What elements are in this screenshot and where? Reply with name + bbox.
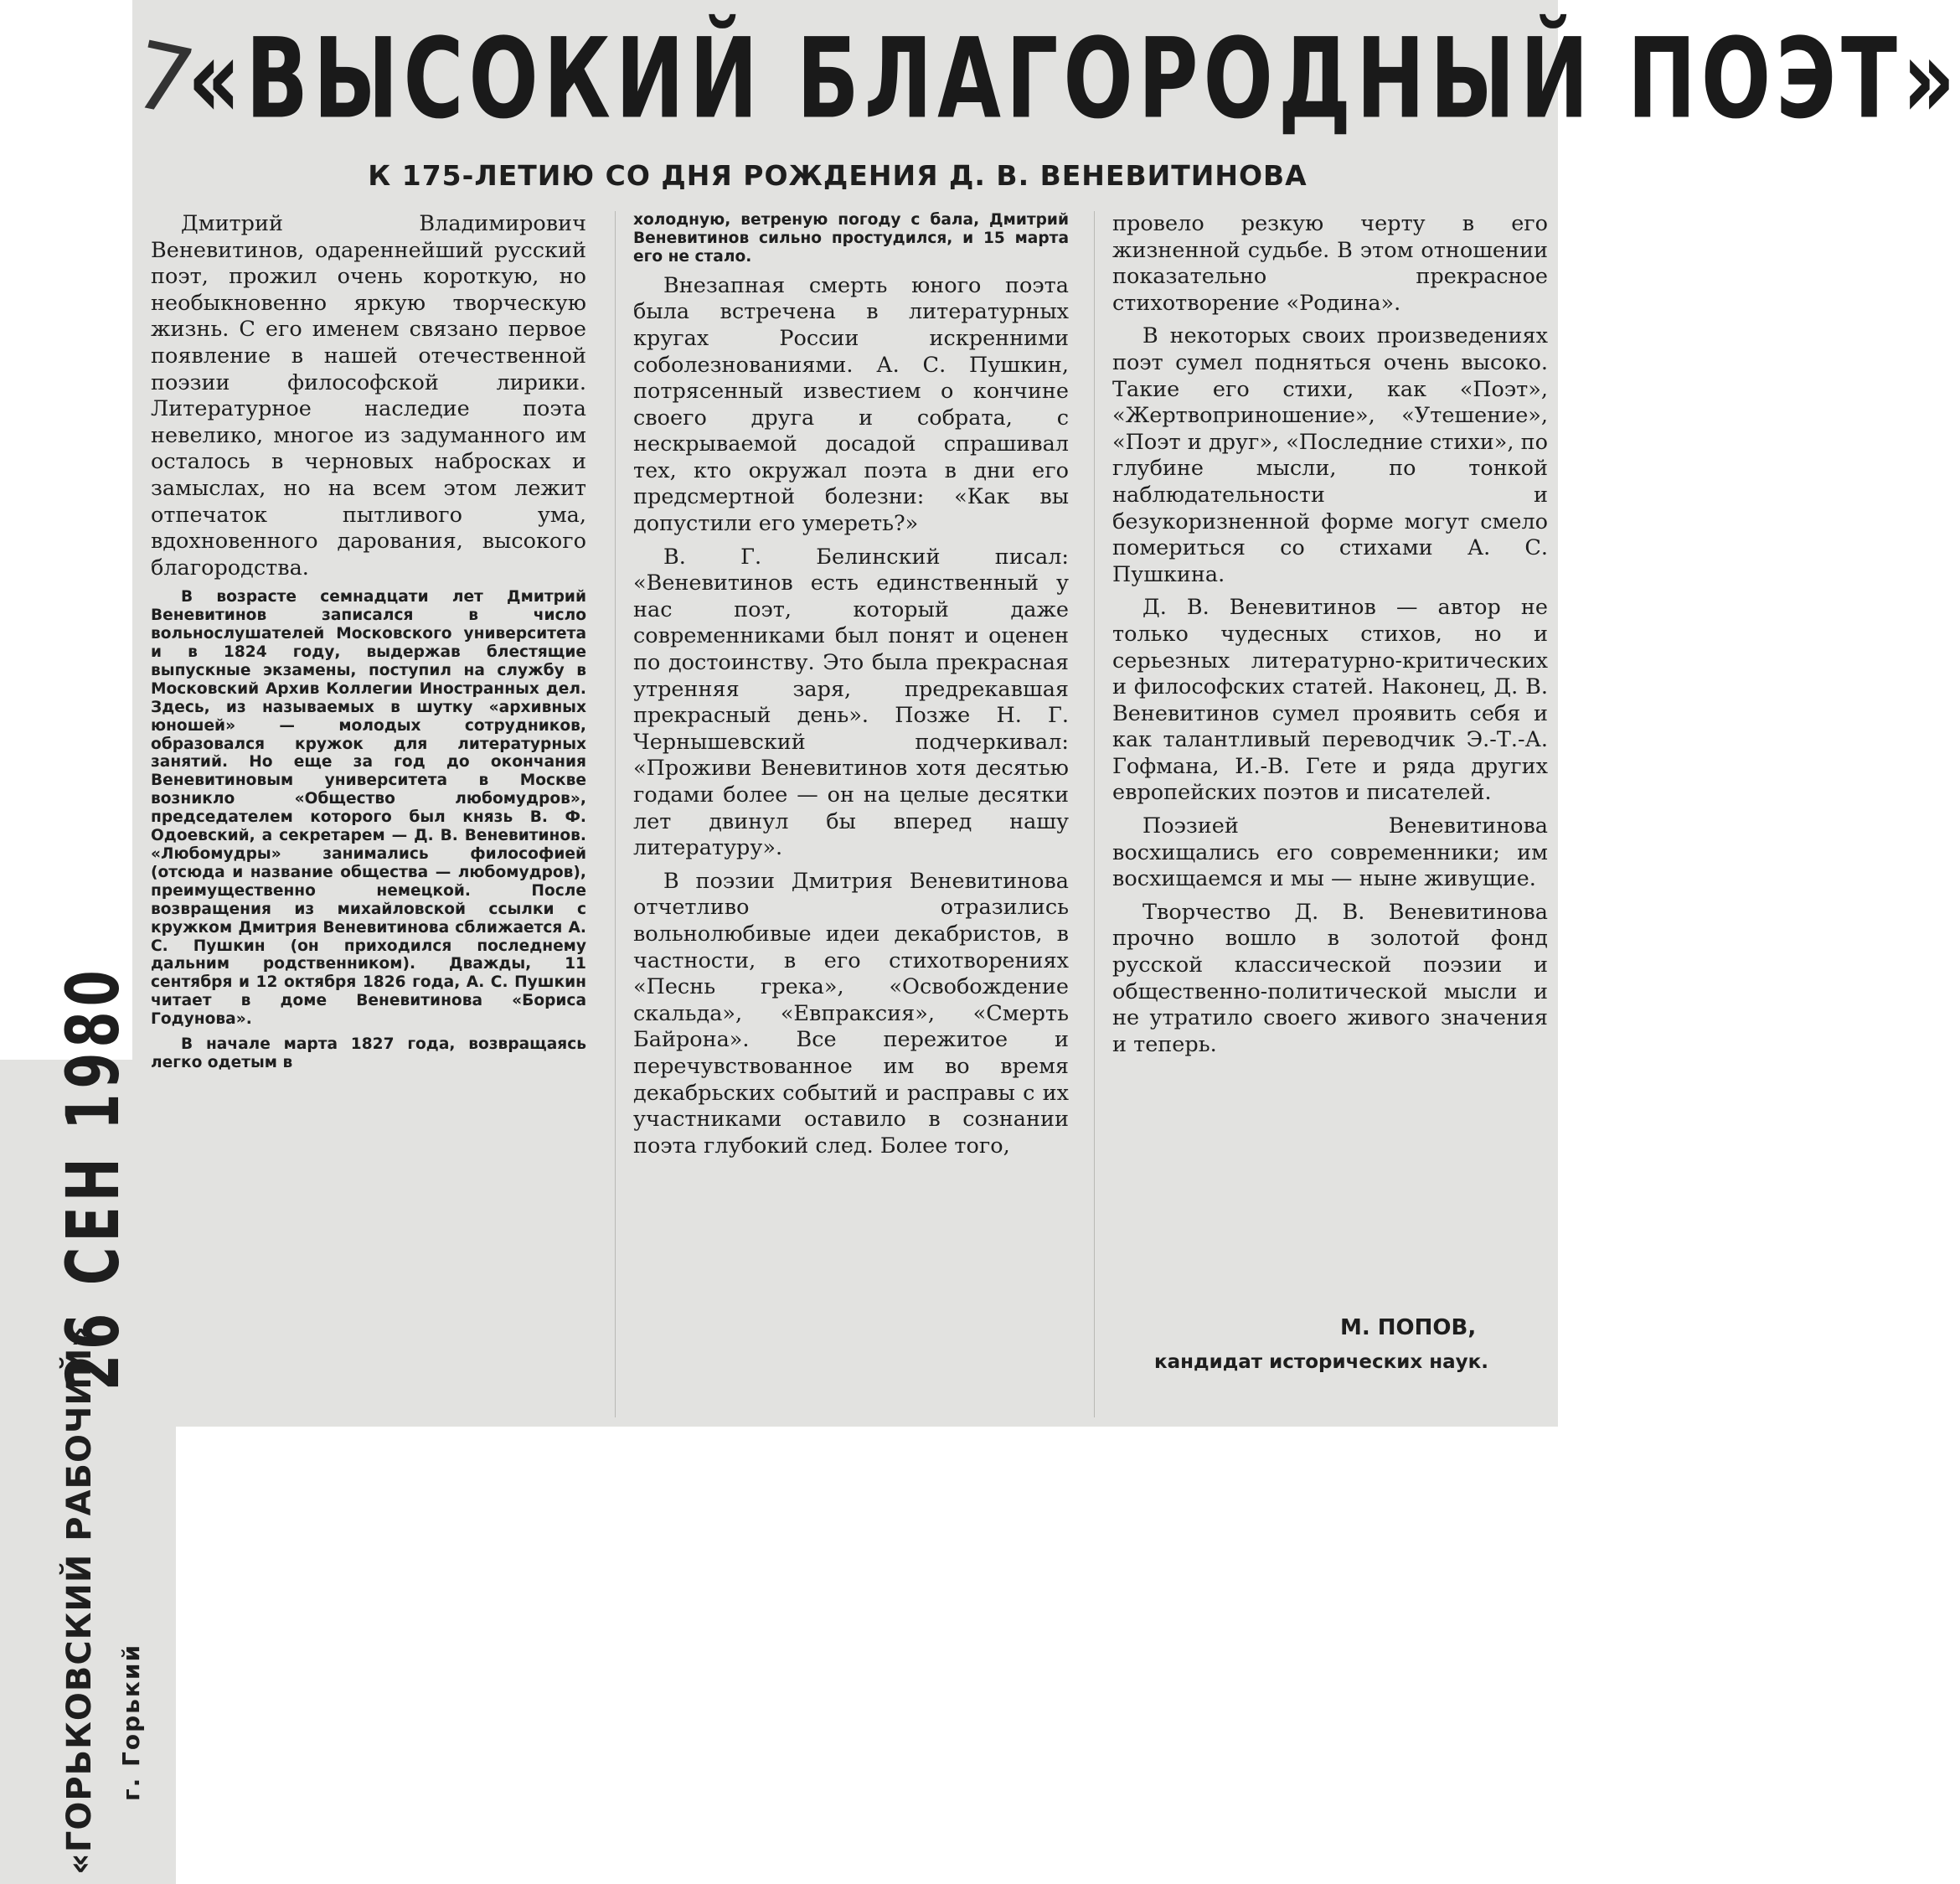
handwritten-number-mark: 7 bbox=[123, 20, 204, 138]
article-column-2 bbox=[633, 211, 1069, 1166]
column-divider bbox=[1094, 211, 1095, 1417]
paragraph: В некоторых своих произведениях поэт сумел подняться очень высоко. Такие его стихи, как «Поэт», «Жертвоприношение», «Утешение», «Поэт и друг», «Последние стихи», по глубине мысли, по тонкой наблюдательности и безукоризненной форме могут смело помериться со стихами А. С. Пушкина. bbox=[1112, 323, 1548, 587]
article-headline: «ВЫСОКИЙ БЛАГОРОДНЫЙ ПОЭТ» bbox=[188, 15, 1960, 144]
paragraph: В начале марта 1827 года, возвращаясь легко одетым в bbox=[151, 1035, 586, 1071]
author-signature: М. ПОПОВ, bbox=[1340, 1315, 1477, 1340]
date-stamp: 26 СЕН 1980 bbox=[50, 965, 137, 1391]
paragraph: провело резкую черту в его жизненной судьбе. В этом отношении показательно прекрасное стихотворение «Родина». bbox=[1112, 211, 1548, 316]
paragraph: В возрасте семнадцати лет Дмитрий Веневитинов записался в число вольнослушателей Московского университета и в 1824 году, выдержав блестящие выпускные экзамены, поступил на службу в Московский Архив Коллегии Иностранных дел. Здесь, из называемых в шутку «архивных юношей» — молодых сотрудников, образовался кружок для литературных занятий. Но еще за год до окончания Веневитиновым университета в Москве возникло «Общество любомудров», председателем которого был князь В. Ф. Одоевский, а секретарем — Д. В. Веневитинов. «Любомудры» занимались философией (отсюда и название общества — любомудров), преимущественно немецкой. После возвращения из михайловской ссылки с кружком Дмитрия Веневитинова сближается А. С. Пушкин (он приходился последнему дальним родственником). Дважды, 11 сентября и 12 октября 1826 года, А. С. Пушкин читает в доме Веневитинова «Бориса Годунова». bbox=[151, 588, 586, 1029]
paragraph: Поэзией Веневитинова восхищались его современники; им восхищаемся и мы — ныне живущие. bbox=[1112, 813, 1548, 892]
paragraph: Творчество Д. В. Веневитинова прочно вошло в золотой фонд русской классической поэзии и общественно-политической мысли и не утратило своего живого значения и теперь. bbox=[1112, 899, 1548, 1057]
paragraph: В поэзии Дмитрия Веневитинова отчетливо отразились вольнолюбивые идеи декабристов, в частности, в его стихотворениях «Песнь грека», «Освобождение скальда», «Евпраксия», «Смерть Байрона». Все пережитое и перечувствованное им во время декабрьских событий и расправы с их участниками оставило в сознании поэта глубокий след. Более того, bbox=[633, 868, 1069, 1159]
article-subheadline: К 175-ЛЕТИЮ СО ДНЯ РОЖДЕНИЯ Д. В. ВЕНЕВИТИНОВА bbox=[368, 159, 1308, 192]
paragraph: холодную, ветреную погоду с бала, Дмитрий Веневитинов сильно простудился, и 15 марта его не стало. bbox=[633, 211, 1069, 266]
paragraph: Дмитрий Владимирович Веневитинов, одареннейший русский поэт, прожил очень короткую, но необыкновенно яркую творческую жизнь. С его именем связано первое появление в нашей отечественной поэзии философской лирики. Литературное наследие поэта невелико, многое из задуманного им осталось в черновых набросках и замыслах, но на всем этом лежит отпечаток пытливого ума, вдохновенного дарования, высокого благородства. bbox=[151, 211, 586, 581]
column-divider bbox=[615, 211, 616, 1417]
newspaper-name: «ГОРЬКОВСКИЙ РАБОЧИЙ» bbox=[60, 1324, 99, 1875]
paragraph: Д. В. Веневитинов — автор не только чудесных стихов, но и серьезных литературно-критических и философских статей. Наконец, Д. В. Веневитинов сумел проявить себя и как талантливый переводчик Э.-Т.-А. Гофмана, И.-В. Гете и ряда других европейских поэтов и писателей. bbox=[1112, 595, 1548, 806]
author-credentials: кандидат исторических наук. bbox=[1154, 1351, 1488, 1373]
article-column-3 bbox=[1112, 211, 1548, 1065]
paragraph: Внезапная смерть юного поэта была встречена в литературных кругах России искренними соболезнованиями. А. С. Пушкин, потрясенный известием о кончине своего друга и собрата, с нескрываемой досадой спрашивал тех, кто окружал поэта в дни его предсмертной болезни: «Как вы допустили его умереть?» bbox=[633, 272, 1069, 537]
paragraph: В. Г. Белинский писал: «Веневитинов есть единственный у нас поэт, который даже современниками был понят и оценен по достоинству. Это была прекрасная утренняя заря, предрекавшая прекрасный день». Позже Н. Г. Чернышевский подчеркивал: «Проживи Веневитинов хотя десятью годами более — он на целые десятки лет двинул бы вперед нашу литературу». bbox=[633, 544, 1069, 861]
article-column-1 bbox=[151, 211, 586, 1079]
newspaper-city: г. Горький bbox=[117, 1643, 145, 1801]
